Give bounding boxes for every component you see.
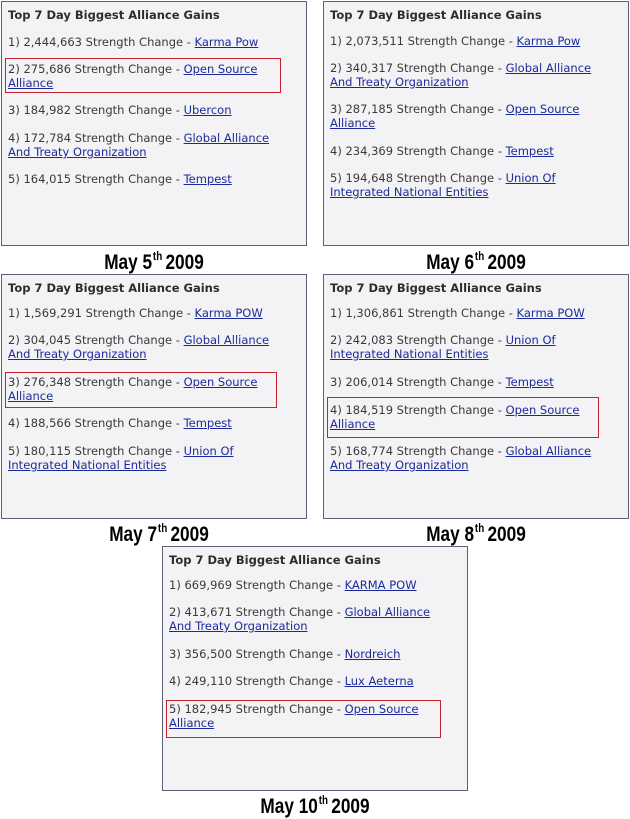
alliance-link-cont[interactable]: Integrated National Entities <box>330 347 489 361</box>
list-item: 5) 164,015 Strength Change - Tempest <box>8 172 232 186</box>
list-item: 2) 242,083 Strength Change - Union Of Integrated National Entities <box>330 333 556 361</box>
alliance-link[interactable]: Tempest <box>183 172 232 186</box>
list-item: 3) 356,500 Strength Change - Nordreich <box>169 647 401 661</box>
alliance-link[interactable]: Tempest <box>505 375 554 389</box>
alliance-link[interactable]: Global Alliance <box>183 333 270 347</box>
panel-title: Top 7 Day Biggest Alliance Gains <box>330 281 542 295</box>
list-item: 4) 234,369 Strength Change - Tempest <box>330 144 554 158</box>
panel-title: Top 7 Day Biggest Alliance Gains <box>169 553 381 567</box>
alliance-link[interactable]: Global Alliance <box>183 131 270 145</box>
alliance-link[interactable]: Union Of <box>505 333 556 347</box>
list-item: 3) 184,982 Strength Change - Ubercon <box>8 103 232 117</box>
panel-title: Top 7 Day Biggest Alliance Gains <box>8 281 220 295</box>
alliance-link[interactable]: Open Source <box>505 403 580 417</box>
list-item: 4) 184,519 Strength Change - Open Source Alliance <box>330 403 580 431</box>
alliance-link[interactable]: Lux Aeterna <box>344 674 414 688</box>
alliance-link-cont[interactable]: Integrated National Entities <box>8 458 167 472</box>
alliance-link[interactable]: Open Source <box>505 102 580 116</box>
alliance-link[interactable]: Open Source <box>183 375 258 389</box>
gains-panel-may-8 <box>323 274 629 519</box>
list-item: 1) 2,073,511 Strength Change - Karma Pow <box>330 34 581 48</box>
alliance-link[interactable]: Union Of <box>505 171 556 185</box>
alliance-link[interactable]: Global Alliance <box>505 444 592 458</box>
list-item: 2) 304,045 Strength Change - Global Alliance And Treaty Organization <box>8 333 270 361</box>
alliance-link-cont[interactable]: Alliance <box>330 417 376 431</box>
alliance-link-cont[interactable]: And Treaty Organization <box>8 145 147 159</box>
alliance-link[interactable]: Nordreich <box>344 647 401 661</box>
alliance-link-cont[interactable]: Integrated National Entities <box>330 185 489 199</box>
gains-panel-may-5 <box>1 1 307 246</box>
date-caption: May 7th 2009 <box>109 521 209 546</box>
alliance-link-cont[interactable]: And Treaty Organization <box>330 75 469 89</box>
alliance-link[interactable]: Open Source <box>344 702 419 716</box>
list-item: 5) 182,945 Strength Change - Open Source Alliance <box>169 702 419 730</box>
date-caption: May 6th 2009 <box>426 249 526 274</box>
alliance-link[interactable]: Tempest <box>183 416 232 430</box>
alliance-link-cont[interactable]: And Treaty Organization <box>330 458 469 472</box>
gains-panel-may-10 <box>162 546 468 791</box>
alliance-link[interactable]: Global Alliance <box>505 61 592 75</box>
alliance-link[interactable]: Tempest <box>505 144 554 158</box>
panel-title: Top 7 Day Biggest Alliance Gains <box>330 8 542 22</box>
list-item: 1) 1,306,861 Strength Change - Karma POW <box>330 306 585 320</box>
date-caption: May 8th 2009 <box>426 521 526 546</box>
alliance-link[interactable]: Karma POW <box>516 306 585 320</box>
list-item: 2) 340,317 Strength Change - Global Alliance And Treaty Organization <box>330 61 592 89</box>
list-item: 3) 206,014 Strength Change - Tempest <box>330 375 554 389</box>
alliance-link-cont[interactable]: Alliance <box>330 116 376 130</box>
panel-title: Top 7 Day Biggest Alliance Gains <box>8 8 220 22</box>
list-item: 1) 1,569,291 Strength Change - Karma POW <box>8 306 263 320</box>
list-item: 1) 2,444,663 Strength Change - Karma Pow <box>8 35 259 49</box>
list-item: 4) 249,110 Strength Change - Lux Aeterna <box>169 674 414 688</box>
alliance-link[interactable]: Karma POW <box>194 306 263 320</box>
alliance-link[interactable]: Open Source <box>183 62 258 76</box>
list-item: 3) 287,185 Strength Change - Open Source Alliance <box>330 102 580 130</box>
alliance-link[interactable]: Karma Pow <box>194 35 259 49</box>
list-item: 1) 669,969 Strength Change - KARMA POW <box>169 578 417 592</box>
list-item: 4) 172,784 Strength Change - Global Alliance And Treaty Organization <box>8 131 270 159</box>
gains-panel-may-7 <box>1 274 307 519</box>
alliance-link[interactable]: KARMA POW <box>344 578 417 592</box>
alliance-link-cont[interactable]: Alliance <box>8 76 54 90</box>
alliance-link[interactable]: Ubercon <box>183 103 232 117</box>
list-item: 2) 413,671 Strength Change - Global Alliance And Treaty Organization <box>169 605 431 633</box>
alliance-link-cont[interactable]: And Treaty Organization <box>8 347 147 361</box>
gains-panel-may-6 <box>323 1 629 246</box>
date-caption: May 5th 2009 <box>104 249 204 274</box>
list-item: 5) 180,115 Strength Change - Union Of Integrated National Entities <box>8 444 234 472</box>
list-item: 4) 188,566 Strength Change - Tempest <box>8 416 232 430</box>
alliance-link[interactable]: Union Of <box>183 444 234 458</box>
date-caption: May 10th 2009 <box>260 793 370 818</box>
alliance-link[interactable]: Global Alliance <box>344 605 431 619</box>
alliance-link-cont[interactable]: Alliance <box>169 716 215 730</box>
alliance-link[interactable]: Karma Pow <box>516 34 581 48</box>
alliance-link-cont[interactable]: And Treaty Organization <box>169 619 308 633</box>
list-item: 5) 194,648 Strength Change - Union Of Integrated National Entities <box>330 171 556 199</box>
list-item: 2) 275,686 Strength Change - Open Source Alliance <box>8 62 258 90</box>
alliance-link-cont[interactable]: Alliance <box>8 389 54 403</box>
list-item: 3) 276,348 Strength Change - Open Source Alliance <box>8 375 258 403</box>
list-item: 5) 168,774 Strength Change - Global Alliance And Treaty Organization <box>330 444 592 472</box>
